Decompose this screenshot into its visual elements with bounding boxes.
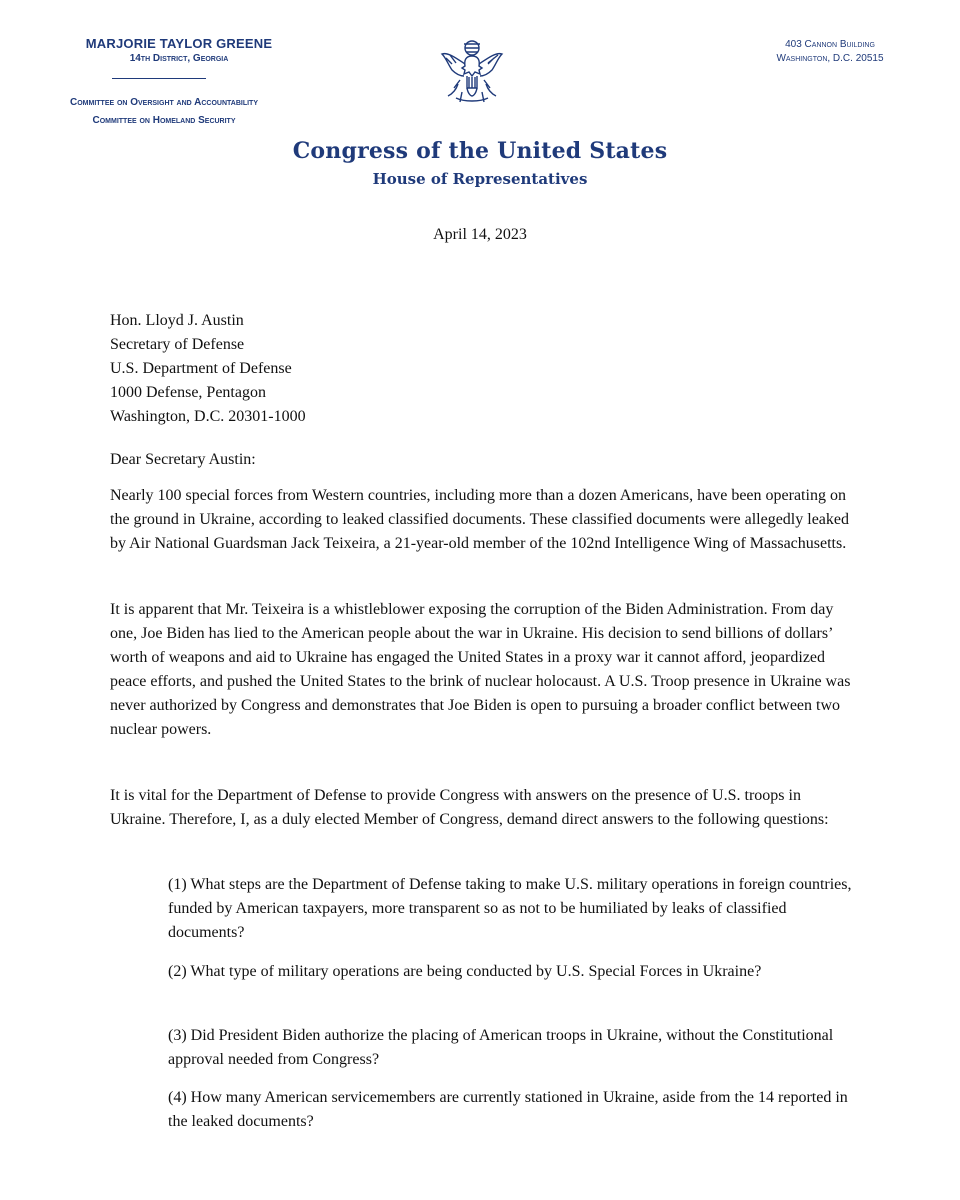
committee-oversight: Committee on Oversight and Accountability bbox=[70, 97, 258, 108]
question-item: (3) Did President Biden authorize the placing of American troops in Ukraine, without the Constitutional approval needed from Congress? bbox=[168, 1027, 834, 1068]
question-item: (4) How many American servicemembers are currently stationed in Ukraine, aside from the 14 reported in the leaked documents? bbox=[168, 1089, 848, 1130]
recipient-line: Secretary of Defense bbox=[110, 336, 245, 353]
letterhead-divider bbox=[112, 78, 206, 79]
great-seal-eagle-icon bbox=[438, 36, 506, 108]
address-line-2: Washington, D.C. 20515 bbox=[776, 53, 884, 64]
question-item: (2) What type of military operations are being conducted by U.S. Special Forces in Ukraine? bbox=[168, 963, 762, 980]
office-address bbox=[755, 38, 905, 66]
house-title: House of Representatives bbox=[372, 170, 588, 188]
recipient-line: 1000 Defense, Pentagon bbox=[110, 384, 266, 401]
congress-title: Congress of the United States bbox=[292, 138, 668, 164]
body-paragraph: It is apparent that Mr. Teixeira is a whistleblower exposing the corruption of the Biden Administration. From day one, Joe Biden has lied to the American people about the war in Ukraine. His decision to send billions of dollars’ worth of weapons and aid to Ukraine has engaged the United States in a proxy war it cannot afford, jeopardized peace efforts, and pushed the United States to the brink of nuclear holocaust. A U.S. Troop presence in Ukraine was never authorized by Congress and demonstrates that Joe Biden is open to pursuing a broader conflict between two nuclear powers. bbox=[110, 601, 851, 738]
member-block bbox=[44, 36, 344, 130]
body-paragraph: It is vital for the Department of Defense to provide Congress with answers on the presence of U.S. troops in Ukraine. Therefore, I, as a duly elected Member of Congress, demand direct answers to the following questions: bbox=[110, 787, 829, 828]
question-item: (1) What steps are the Department of Defense taking to make U.S. military operations in foreign countries, funded by American taxpayers, more transparent so as not to be humiliated by leaks of classified documents? bbox=[168, 876, 852, 941]
letterhead bbox=[0, 0, 960, 200]
recipient-line: Hon. Lloyd J. Austin bbox=[110, 312, 244, 329]
member-district: 14th District, Georgia bbox=[129, 53, 229, 64]
body-paragraph: Nearly 100 special forces from Western countries, including more than a dozen Americans, have been operating on the ground in Ukraine, according to leaked classified documents. These classified documents were allegedly leaked by Air National Guardsman Jack Teixeira, a 21-year-old member of the 102nd Intelligence Wing of Massachusetts. bbox=[110, 487, 849, 552]
recipient-line: Washington, D.C. 20301-1000 bbox=[110, 408, 306, 425]
recipient-line: U.S. Department of Defense bbox=[110, 360, 292, 377]
letter-date: April 14, 2023 bbox=[433, 226, 527, 243]
committee-list bbox=[44, 94, 344, 130]
salutation: Dear Secretary Austin: bbox=[110, 451, 256, 468]
address-line-1: 403 Cannon Building bbox=[785, 39, 875, 50]
committee-homeland-security: Committee on Homeland Security bbox=[92, 115, 236, 126]
member-name: MARJORIE TAYLOR GREENE bbox=[85, 36, 273, 51]
recipient-address bbox=[110, 309, 306, 429]
